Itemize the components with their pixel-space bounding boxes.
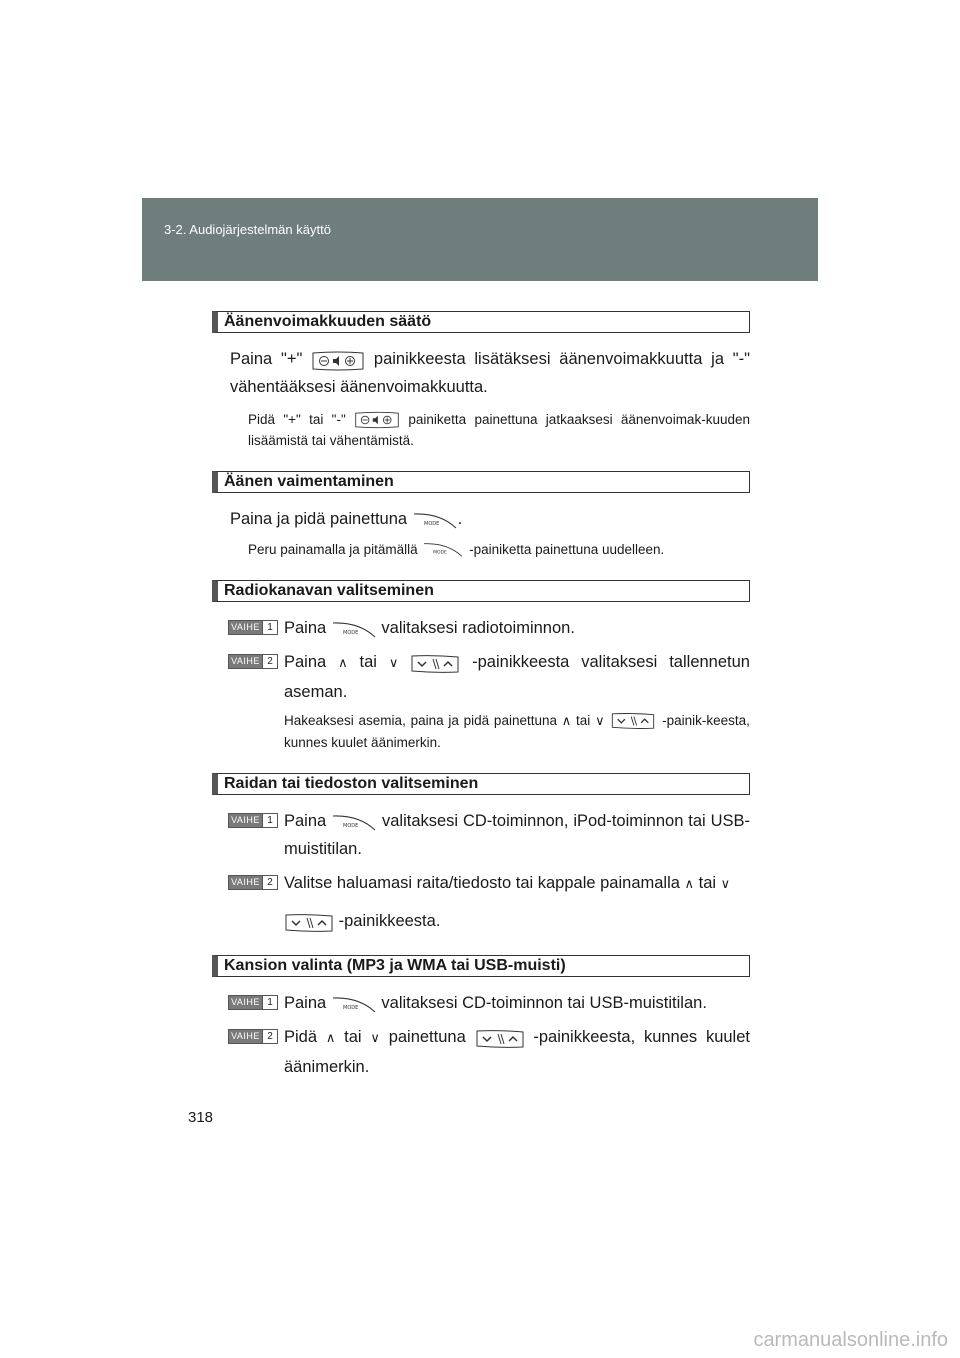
page-content <box>212 311 750 1081</box>
step-badge: VAIHE 1 <box>228 995 278 1010</box>
step-badge: VAIHE 1 <box>228 620 278 635</box>
section-title-mute: Äänen vaimentaminen <box>212 471 750 493</box>
volume-plus-minus-icon <box>311 351 365 369</box>
section-title-folder: Kansion valinta (MP3 ja WMA tai USB-muisti) <box>212 955 750 977</box>
svg-text:MODE: MODE <box>423 520 439 527</box>
track-step-2: VAIHE 2 Valitse haluamasi raita/tiedosto tai kappale painamalla ∧ tai ∨ -painikkeesta. <box>212 869 750 935</box>
mode-button-icon <box>331 813 377 831</box>
mode-button-icon <box>421 541 465 559</box>
step-badge: VAIHE 2 <box>228 875 278 890</box>
track-step-1: VAIHE 1 Paina MODE valitaksesi CD-toiminnon, iPod-toiminnon tai USB-muistitilan. <box>212 807 750 863</box>
step-badge: VAIHE 2 <box>228 1029 278 1044</box>
mute-paragraph: Paina ja pidä painettuna MODE . <box>230 510 463 528</box>
down-caret-icon: ∨ <box>720 877 731 892</box>
svg-text:MODE: MODE <box>342 629 359 636</box>
radio-step-1: VAIHE 1 Paina MODE valitaksesi radiotoiminnon. <box>212 614 750 642</box>
seek-up-down-icon <box>609 712 657 730</box>
folder-step-2: VAIHE 2 Pidä ∧ tai ∨ painettuna -painikkeesta, kunnes kuulet äänimerkin. <box>212 1023 750 1081</box>
step-badge: VAIHE 1 <box>228 813 278 828</box>
step-badge: VAIHE 2 <box>228 654 278 669</box>
section-title-track: Raidan tai tiedoston valitseminen <box>212 773 750 795</box>
section-title-volume: Äänenvoimakkuuden säätö <box>212 311 750 333</box>
svg-text:MODE: MODE <box>343 822 359 829</box>
volume-paragraph: Paina "+" painikkeesta lisätäksesi äänenvoimakkuutta ja "-" vähentääksesi äänenvoimakkuutta. <box>230 350 750 396</box>
header-band <box>142 198 818 281</box>
section-title-radio: Radiokanavan valitseminen <box>212 580 750 602</box>
down-caret-icon: ∨ <box>370 1031 380 1046</box>
page-number: 318 <box>188 1109 214 1126</box>
watermark: carmanualsonline.info <box>753 1329 948 1351</box>
mode-button-icon <box>331 995 377 1013</box>
mode-button-icon <box>331 620 377 638</box>
up-caret-icon: ∧ <box>561 714 572 729</box>
radio-note: Hakeaksesi asemia, paina ja pidä painettuna ∧ tai ∨ -painik-keesta, kunnes kuulet äänimerkin. <box>284 713 750 750</box>
volume-plus-minus-icon <box>354 411 400 429</box>
seek-up-down-icon <box>475 1029 525 1047</box>
seek-up-down-icon <box>410 654 460 672</box>
svg-text:MODE: MODE <box>342 1004 359 1011</box>
mode-button-icon <box>412 511 458 529</box>
up-caret-icon: ∧ <box>325 1031 336 1046</box>
folder-step-1: VAIHE 1 Paina MODE valitaksesi CD-toiminnon tai USB-muistitilan. <box>212 989 750 1017</box>
volume-note: Pidä "+" tai "-" painiketta painettuna jatkaaksesi äänenvoimak-kuuden lisäämistä tai vähentämistä. <box>248 412 750 448</box>
svg-text:MODE: MODE <box>433 551 448 557</box>
down-caret-icon: ∨ <box>388 656 399 671</box>
up-caret-icon: ∧ <box>338 656 348 671</box>
seek-up-down-icon <box>284 913 334 931</box>
section-header: 3-2. Audiojärjestelmän käyttö <box>164 222 331 237</box>
down-caret-icon: ∨ <box>595 714 605 729</box>
radio-step-2: VAIHE 2 Paina ∧ tai ∨ -painikkeesta valitaksesi tallennetun aseman. <box>212 648 750 706</box>
mute-note: Peru painamalla ja pitämällä MODE -painiketta painettuna uudelleen. <box>212 539 750 560</box>
up-caret-icon: ∧ <box>684 877 695 892</box>
